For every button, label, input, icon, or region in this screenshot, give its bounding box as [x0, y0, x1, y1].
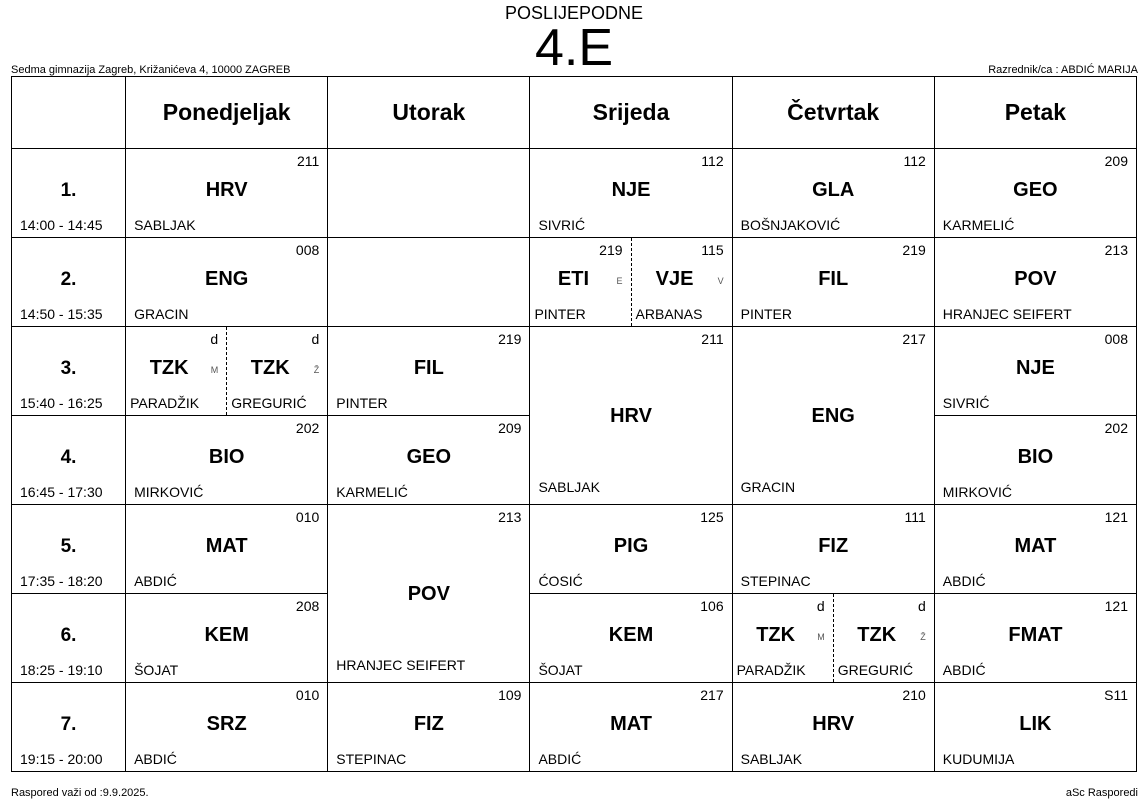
lesson-cell	[530, 149, 732, 238]
subject: FMAT	[1008, 624, 1063, 646]
room-number: 008	[1104, 331, 1128, 347]
subject: BIO	[1017, 446, 1054, 468]
split-lesson-cell	[530, 238, 732, 327]
teacher-name: PINTER	[534, 306, 586, 322]
teacher-name: KARMELIĆ	[336, 484, 408, 500]
period-number: 3.	[60, 358, 77, 379]
subject: FIZ	[413, 713, 444, 735]
day-header-row	[12, 77, 1137, 149]
lesson-cell	[328, 505, 530, 683]
period-number: 5.	[60, 536, 77, 557]
period-time: 15:40 - 16:25	[20, 395, 103, 411]
empty-cell	[328, 149, 530, 238]
period-row	[12, 238, 1137, 327]
group-lesson	[631, 238, 732, 326]
group-label: E	[616, 276, 623, 286]
split-lesson-cell	[732, 594, 934, 683]
lesson-cell	[934, 238, 1136, 327]
group-lesson	[530, 238, 630, 326]
subject: MAT	[1014, 535, 1057, 557]
period-label-cell	[12, 327, 126, 416]
lesson-cell	[126, 149, 328, 238]
head-teacher: Razrednik/ca : ABDIĆ MARIJA	[988, 64, 1138, 76]
subject: FIL	[818, 268, 849, 290]
subject: PIG	[613, 535, 649, 557]
teacher-name: MIRKOVIĆ	[134, 484, 204, 500]
teacher-name: STEPINAC	[336, 751, 407, 767]
subject: VJE	[655, 268, 694, 290]
teacher-name: ABDIĆ	[538, 751, 582, 767]
lesson-cell	[126, 416, 328, 505]
teacher-name: SABLJAK	[538, 479, 600, 495]
period-number: 7.	[60, 714, 77, 735]
day-header: Petak	[934, 77, 1136, 149]
room-number: 125	[700, 509, 724, 525]
teacher-name: GRACIN	[740, 479, 796, 495]
room-number: 106	[700, 598, 724, 614]
lesson-cell	[328, 416, 530, 505]
subject: HRV	[610, 405, 652, 427]
corner-cell	[12, 77, 126, 149]
teacher-name: BOŠNJAKOVIĆ	[740, 217, 841, 233]
teacher-name: SABLJAK	[740, 751, 803, 767]
subject: TZK	[149, 357, 189, 379]
lesson-cell	[530, 683, 732, 772]
teacher-name: ĆOSIĆ	[538, 573, 583, 589]
room-number: 217	[902, 331, 926, 347]
split-lesson-cell	[126, 327, 328, 416]
lesson-cell	[530, 594, 732, 683]
teacher-name: PARADŽIK	[736, 662, 806, 678]
lesson-cell	[328, 683, 530, 772]
period-row	[12, 594, 1137, 683]
subject: GLA	[812, 179, 855, 201]
room-number: 209	[1104, 153, 1128, 169]
period-time: 14:50 - 15:35	[20, 306, 103, 322]
period-label-cell	[12, 683, 126, 772]
teacher-name: STEPINAC	[740, 573, 811, 589]
subject: ENG	[205, 268, 249, 290]
group-label: Ž	[313, 365, 320, 375]
teacher-name: ARBANAS	[635, 306, 703, 322]
subject: FIZ	[818, 535, 849, 557]
period-row	[12, 149, 1137, 238]
lesson-cell	[934, 683, 1136, 772]
teacher-name: HRANJEC SEIFERT	[942, 306, 1072, 322]
group-label: M	[210, 365, 219, 375]
day-header: Utorak	[328, 77, 530, 149]
room-number: 219	[498, 331, 522, 347]
subject: NJE	[1015, 357, 1055, 379]
teacher-name: ABDIĆ	[134, 573, 177, 589]
lesson-cell	[530, 327, 732, 505]
teacher-name: PARADŽIK	[130, 395, 200, 411]
period-row	[12, 505, 1137, 594]
subject: NJE	[611, 179, 651, 201]
period-row	[12, 327, 1137, 416]
group-lesson	[126, 327, 226, 415]
teacher-name: ABDIĆ	[942, 573, 986, 589]
room-number: 121	[1104, 509, 1128, 525]
room-number: 202	[295, 420, 320, 436]
room-number: 210	[902, 687, 926, 703]
teacher-name: GREGURIĆ	[231, 395, 307, 411]
subject: ENG	[811, 405, 855, 427]
room-number: 109	[498, 687, 522, 703]
room-number: 115	[701, 242, 724, 258]
group-lesson	[833, 594, 934, 682]
empty-cell	[328, 238, 530, 327]
room-number: d	[210, 331, 219, 347]
room-number: 219	[902, 242, 926, 258]
lesson-cell	[732, 149, 934, 238]
room-number: 219	[599, 242, 623, 258]
day-header: Četvrtak	[732, 77, 934, 149]
subject: MAT	[205, 535, 248, 557]
room-number: 209	[498, 420, 522, 436]
room-number: 121	[1104, 598, 1128, 614]
teacher-name: HRANJEC SEIFERT	[336, 657, 466, 673]
timetable	[11, 76, 1137, 772]
room-number: 010	[295, 509, 320, 525]
period-number: 4.	[60, 447, 77, 468]
teacher-name: ABDIĆ	[134, 751, 177, 767]
teacher-name: SIVRIĆ	[942, 395, 990, 411]
room-number: d	[816, 598, 825, 614]
room-number: 213	[498, 509, 522, 525]
teacher-name: SIVRIĆ	[538, 217, 586, 233]
valid-from: Raspored važi od :9.9.2025.	[11, 787, 149, 799]
subject: POV	[1014, 268, 1057, 290]
room-number: 208	[295, 598, 320, 614]
day-header: Ponedjeljak	[126, 77, 328, 149]
period-label-cell	[12, 416, 126, 505]
subject: GEO	[406, 446, 452, 468]
subject: LIK	[1019, 713, 1052, 735]
group-label: V	[717, 276, 724, 286]
room-number: d	[918, 598, 926, 614]
lesson-cell	[126, 594, 328, 683]
room-number: 211	[296, 153, 320, 169]
teacher-name: MIRKOVIĆ	[942, 484, 1013, 500]
subject: BIO	[208, 446, 245, 468]
lesson-cell	[126, 505, 328, 594]
day-header: Srijeda	[530, 77, 732, 149]
period-number: 2.	[60, 269, 77, 290]
period-number: 1.	[60, 180, 77, 201]
period-time: 18:25 - 19:10	[20, 662, 103, 678]
room-number: 010	[295, 687, 320, 703]
teacher-name: ŠOJAT	[538, 662, 583, 678]
lesson-cell	[126, 238, 328, 327]
subject: POV	[407, 583, 450, 605]
subject: HRV	[205, 179, 248, 201]
room-number: 112	[701, 153, 724, 169]
teacher-name: PINTER	[740, 306, 792, 322]
subject: HRV	[812, 713, 855, 735]
lesson-cell	[934, 149, 1136, 238]
subject: TZK	[857, 624, 897, 646]
room-number: d	[311, 331, 320, 347]
teacher-name: ABDIĆ	[942, 662, 986, 678]
period-label-cell	[12, 238, 126, 327]
period-time: 16:45 - 17:30	[20, 484, 103, 500]
lesson-cell	[328, 327, 530, 416]
subject: SRZ	[206, 713, 247, 735]
subject: KEM	[608, 624, 654, 646]
teacher-name: PINTER	[336, 395, 388, 411]
room-number: 211	[701, 331, 724, 347]
teacher-name: ŠOJAT	[134, 662, 179, 678]
group-lesson	[733, 594, 833, 682]
period-number: 6.	[60, 625, 77, 646]
subject: TZK	[756, 624, 796, 646]
teacher-name: KARMELIĆ	[942, 217, 1015, 233]
subject: GEO	[1013, 179, 1058, 201]
period-row	[12, 683, 1137, 772]
room-number: 112	[903, 153, 926, 169]
class-title: 4.E	[534, 19, 614, 77]
teacher-name: GREGURIĆ	[837, 662, 914, 678]
lesson-cell	[732, 683, 934, 772]
lesson-cell	[732, 505, 934, 594]
period-label-cell	[12, 505, 126, 594]
lesson-cell	[934, 327, 1136, 416]
lesson-cell	[732, 327, 934, 505]
teacher-name: SABLJAK	[134, 217, 196, 233]
school-name: Sedma gimnazija Zagreb, Križanićeva 4, 10000 ZAGREB	[11, 64, 291, 76]
period-time: 19:15 - 20:00	[20, 751, 103, 767]
lesson-cell	[732, 238, 934, 327]
teacher-name: KUDUMIJA	[942, 751, 1015, 767]
room-number: 213	[1104, 242, 1128, 258]
schedule-shift: POSLIJEPODNE	[504, 3, 644, 23]
subject: KEM	[204, 624, 249, 646]
room-number: S11	[1104, 687, 1128, 703]
lesson-cell	[934, 505, 1136, 594]
lesson-cell	[126, 683, 328, 772]
group-lesson	[226, 327, 327, 415]
room-number: 008	[295, 242, 320, 258]
room-number: 111	[904, 509, 926, 525]
room-number: 217	[700, 687, 724, 703]
group-label: M	[817, 632, 825, 642]
period-label-cell	[12, 149, 126, 238]
lesson-cell	[934, 416, 1136, 505]
teacher-name: GRACIN	[134, 306, 189, 322]
period-time: 17:35 - 18:20	[20, 573, 103, 589]
lesson-cell	[934, 594, 1136, 683]
period-label-cell	[12, 594, 126, 683]
lesson-cell	[530, 505, 732, 594]
subject: MAT	[610, 713, 652, 735]
subject: FIL	[413, 357, 444, 379]
group-label: Ž	[920, 632, 926, 642]
period-time: 14:00 - 14:45	[20, 217, 103, 233]
subject: ETI	[557, 268, 590, 290]
subject: TZK	[250, 357, 290, 379]
software-credit: aSc Rasporedi	[1065, 787, 1138, 799]
room-number: 202	[1104, 420, 1128, 436]
